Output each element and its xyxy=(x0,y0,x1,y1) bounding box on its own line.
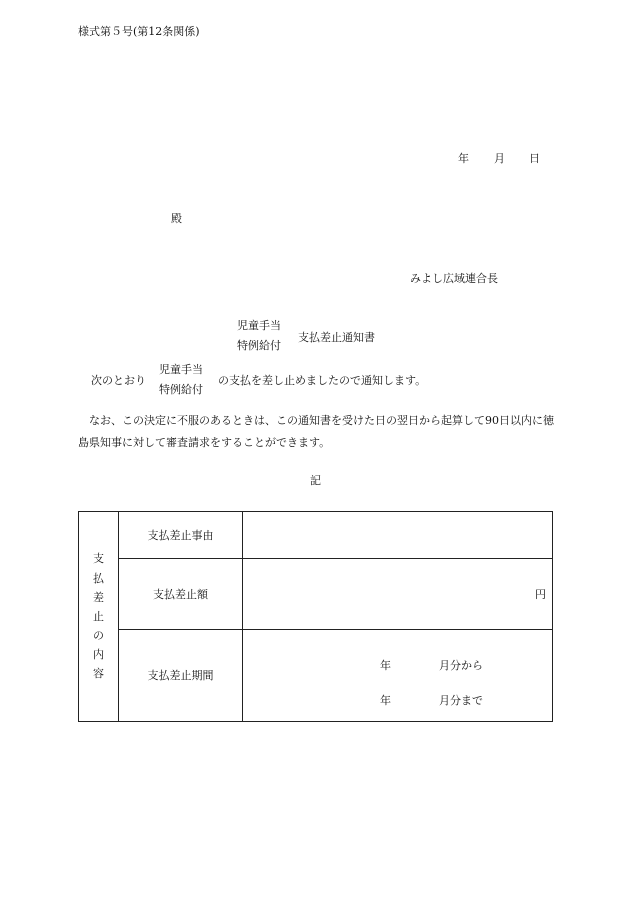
period-from-year: 年 xyxy=(380,658,391,672)
form-label: 様式第５号(第12条関係) xyxy=(78,25,200,38)
side-char: 払 xyxy=(93,571,104,585)
side-char: 容 xyxy=(93,667,104,681)
document-title: 支払差止通知書 xyxy=(298,331,375,344)
period-label-cell xyxy=(119,629,243,721)
side-char: の xyxy=(93,629,104,643)
side-char: 支 xyxy=(93,552,104,566)
notice-prefix: 次のとおり xyxy=(91,374,146,387)
ki-heading: 記 xyxy=(310,474,321,487)
date-year-label: 年 xyxy=(458,152,469,165)
side-label xyxy=(79,512,118,721)
amount-unit: 円 xyxy=(535,587,546,601)
notice-kind-line1: 児童手当 xyxy=(159,363,203,376)
date-month-label: 月 xyxy=(494,152,505,165)
amount-label: 支払差止額 xyxy=(153,587,208,601)
reason-value-cell xyxy=(243,512,553,559)
reason-label-cell xyxy=(119,512,243,559)
notice-kind xyxy=(159,364,203,395)
notice-suffix: の支払を差し止めましたので通知します。 xyxy=(218,374,427,387)
side-char: 止 xyxy=(93,609,104,623)
period-label: 支払差止期間 xyxy=(147,669,214,683)
title-kind-line1: 児童手当 xyxy=(237,319,281,332)
period-from-month: 月分から xyxy=(439,658,483,672)
notice-kind-line2: 特例給付 xyxy=(159,383,203,396)
side-char: 差 xyxy=(93,590,104,604)
appeal-paragraph: なお、この決定に不服のあるときは、この通知書を受けた日の翌日から起算して90日以内に徳島県知事に対して審査請求をすることができます。 xyxy=(78,414,554,449)
addressee-honorific: 殿 xyxy=(171,212,182,225)
period-value-cell xyxy=(243,629,553,721)
period-to-year: 年 xyxy=(380,693,391,707)
date-day-label: 日 xyxy=(529,152,540,165)
amount-label-cell xyxy=(119,559,243,629)
period-to-month: 月分まで xyxy=(439,693,483,707)
issuer-name: みよし広域連合長 xyxy=(410,272,498,285)
title-kind xyxy=(237,320,281,351)
content-table xyxy=(78,511,553,722)
amount-value-cell xyxy=(243,559,553,629)
title-kind-line2: 特例給付 xyxy=(237,339,281,352)
reason-label: 支払差止事由 xyxy=(147,529,214,543)
side-label-cell xyxy=(79,512,119,722)
side-char: 内 xyxy=(93,648,104,662)
